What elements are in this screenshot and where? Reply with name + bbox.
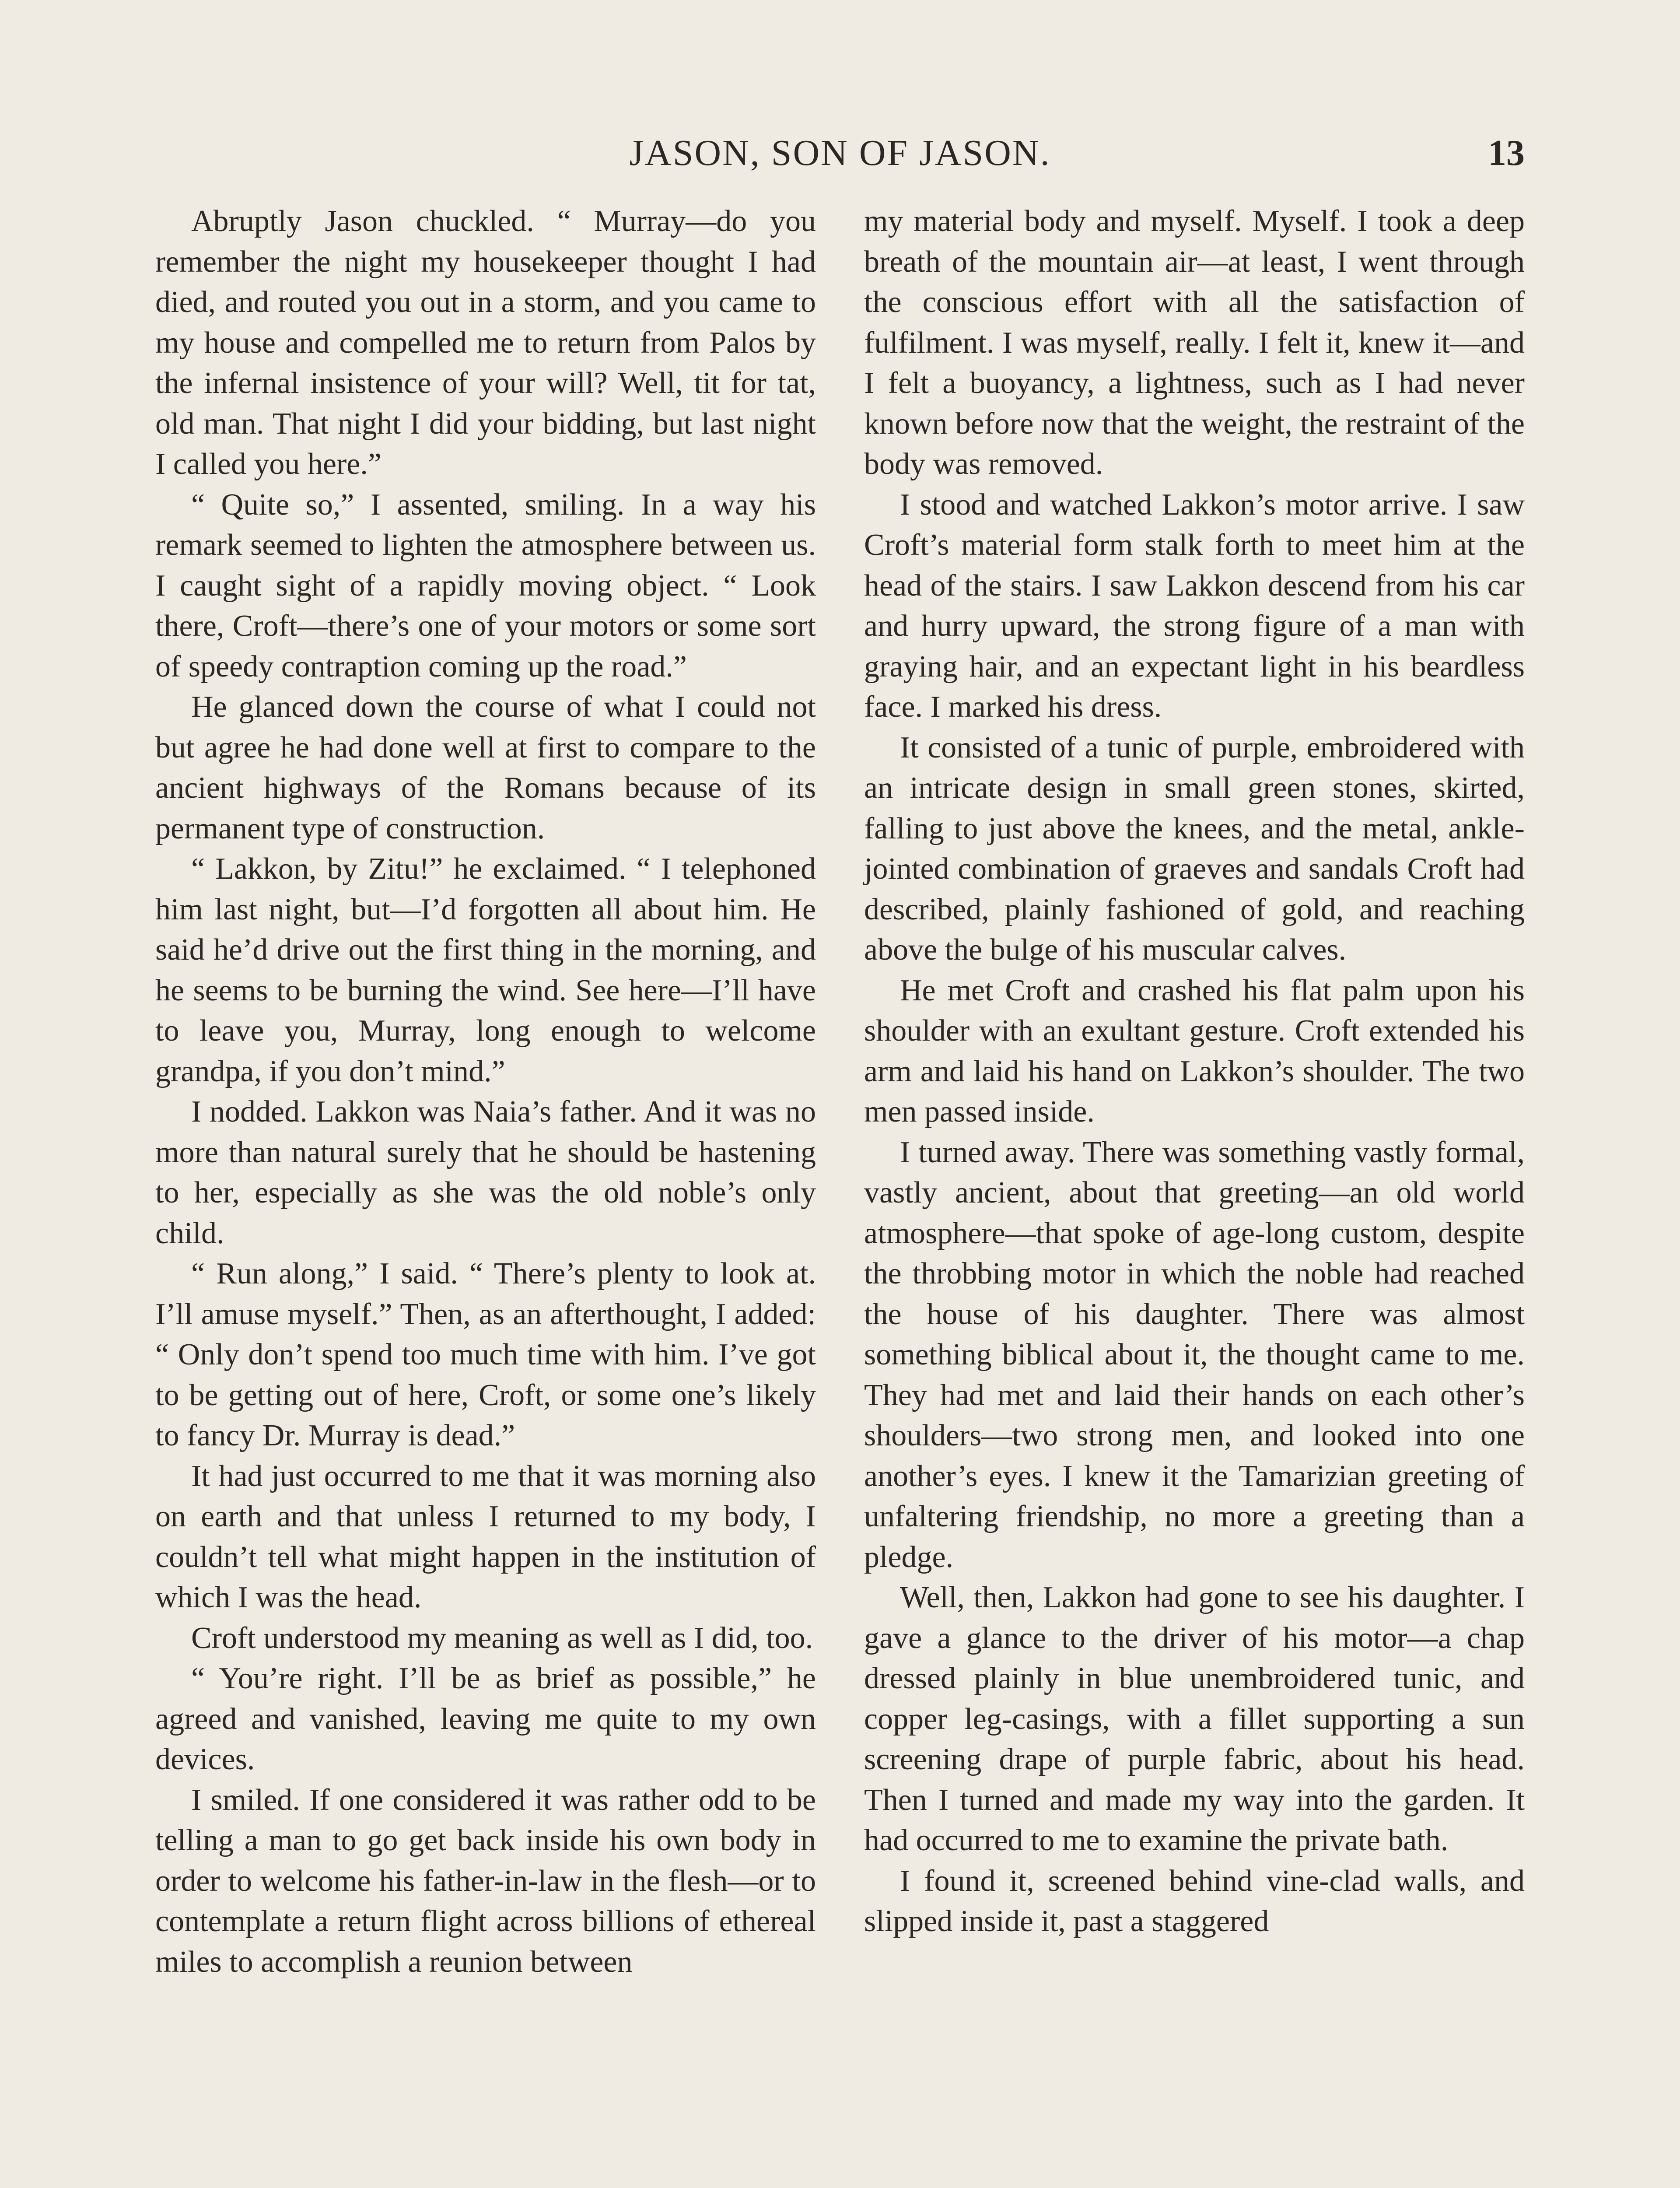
page-header <box>155 127 1525 179</box>
paragraph: He met Croft and crashed his flat palm upon his shoulder with an exultant gesture. Croft extended his arm and laid his hand on Lakkon’s shoulder. The two men passed inside. <box>864 973 1525 1129</box>
paragraph: “ You’re right. I’ll be as brief as possible,” he agreed and vanished, leaving me quite to my own devices. <box>155 1662 816 1776</box>
paragraph: It had just occurred to me that it was morning also on earth and that unless I returned to my body, I couldn’t tell what might happen in the institution of which I was the head. <box>155 1459 816 1614</box>
paragraph: “ Run along,” I said. “ There’s plenty to look at. I’ll amuse myself.” Then, as an afterthought, I added: “ Only don’t spend too much time with him. I’ve got to be getting out of here, Croft, or some one’s likely to fancy Dr. Murray is dead.” <box>155 1257 816 1452</box>
paragraph: I turned away. There was something vastly formal, vastly ancient, about that greeting—an old world atmosphere—that spoke of age-long custom, despite the throbbing motor in which the noble had reached the house of his daughter. There was almost something biblical about it, the thought came to me. They had met and laid their hands on each other’s shoulders—two strong men, and looked into one another’s eyes. I knew it the Tamarizian greeting of unfaltering friendship, no more a greeting than a pledge. <box>864 1135 1525 1574</box>
paragraph: Well, then, Lakkon had gone to see his daughter. I gave a glance to the driver of his motor—a chap dressed plainly in blue unembroidered tunic, and copper leg-casings, with a fillet supporting a sun screening drape of purple fabric, about his head. Then I turned and made my way into the garden. It had occurred to me to examine the private bath. <box>864 1581 1525 1857</box>
paragraph: I found it, screened behind vine-clad walls, and slipped inside it, past a staggered <box>864 1864 1525 1938</box>
paragraph: Croft understood my meaning as well as I did, too. <box>191 1621 813 1655</box>
running-title: JASON, SON OF JASON. <box>629 133 1051 173</box>
text-columns <box>155 201 1525 2188</box>
paragraph-continued: my material body and myself. Myself. I took a deep breath of the mountain air—at least, I went through the conscious effort with all the satisfaction of fulfilment. I was myself, really. I felt it, knew it—and I felt a buoyancy, a lightness, such as I had never known before now that the weight, the restraint of the body was removed. <box>864 204 1525 481</box>
paragraph: Abruptly Jason chuckled. “ Murray—do you remember the night my housekeeper thought I had died, and routed you out in a storm, and you came to my house and compelled me to return from Palos by the infernal insistence of your will? Well, tit for tat, old man. That night I did your bidding, but last night I called you here.” <box>155 204 816 481</box>
paragraph: I nodded. Lakkon was Naia’s father. And it was no more than natural surely that he should be hastening to her, especially as she was the old noble’s only child. <box>155 1095 816 1250</box>
paragraph: I stood and watched Lakkon’s motor arrive. I saw Croft’s material form stalk forth to meet him at the head of the stairs. I saw Lakkon descend from his car and hurry upward, the strong figure of a man with graying hair, and an expectant light in his beardless face. I marked his dress. <box>864 487 1525 724</box>
paragraph: It consisted of a tunic of purple, embroidered with an intricate design in small green stones, skirted, falling to just above the knees, and the metal, ankle-jointed combination of graeves and sandals Croft had described, plainly fashioned of gold, and reaching above the bulge of his muscular calves. <box>864 730 1525 967</box>
paragraph: I smiled. If one considered it was rather odd to be telling a man to go get back inside his own body in order to welcome his father-in-law in the flesh—or to contemplate a return flight across billions of ethereal miles to accomplish a reunion between <box>155 1783 816 1979</box>
paragraph: He glanced down the course of what I could not but agree he had done well at first to compare to the ancient highways of the Romans because of its permanent type of construction. <box>155 690 816 845</box>
paragraph: “ Quite so,” I assented, smiling. In a way his remark seemed to lighten the atmosphere between us. I caught sight of a rapidly moving object. “ Look there, Croft—there’s one of your motors or some sort of speedy contraption coming up the road.” <box>155 487 816 684</box>
right-column <box>864 201 1525 2188</box>
left-column <box>155 201 816 2188</box>
page-number: 13 <box>1488 133 1525 173</box>
paragraph: “ Lakkon, by Zitu!” he exclaimed. “ I telephoned him last night, but—I’d forgotten all about him. He said he’d drive out the first thing in the morning, and he seems to be burning the wind. See here—I’ll have to leave you, Murray, long enough to welcome grandpa, if you don’t mind.” <box>155 852 816 1088</box>
